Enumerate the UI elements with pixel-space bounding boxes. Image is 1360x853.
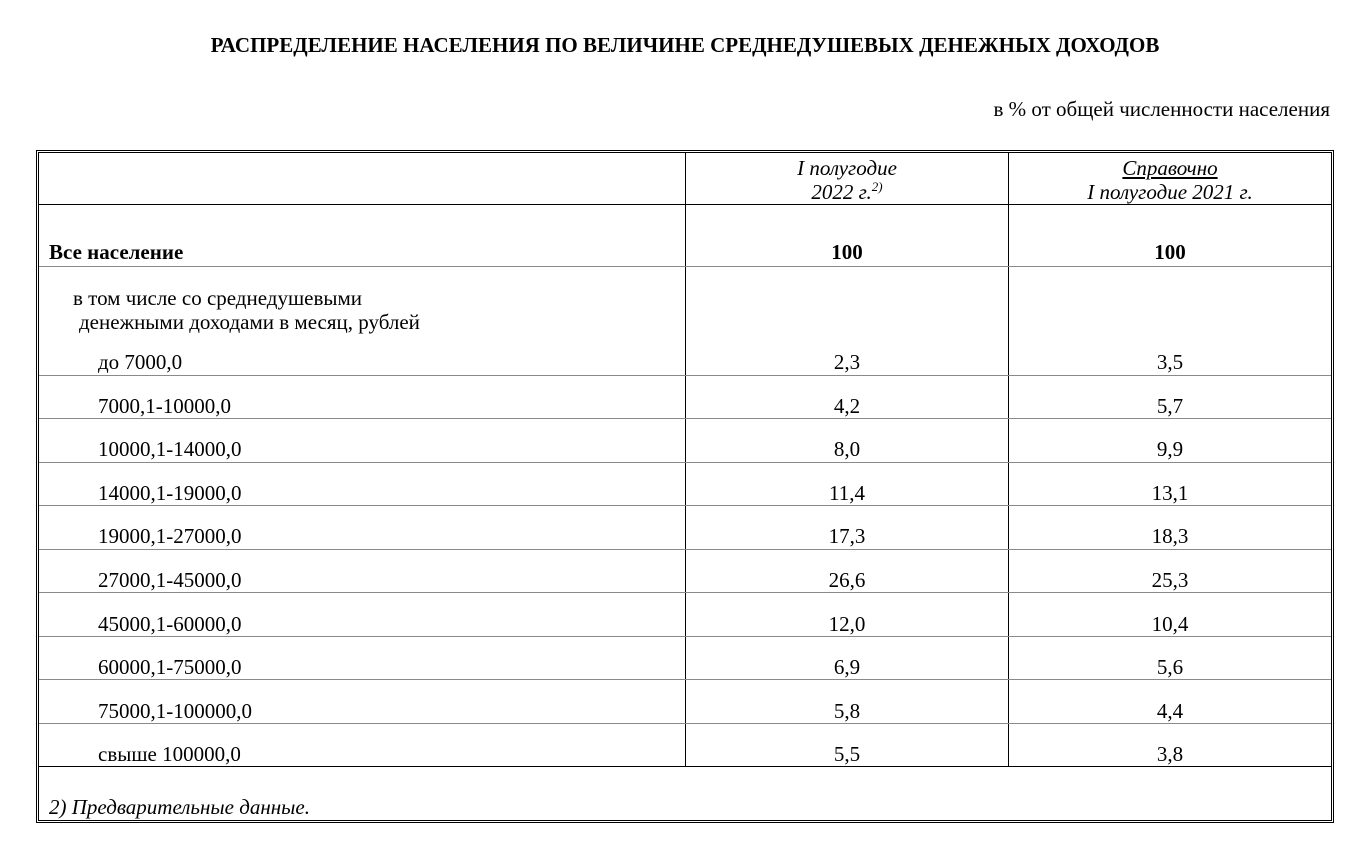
table-row-label: 10000,1-14000,0 xyxy=(98,437,242,461)
total-row-value-2022: 100 xyxy=(831,240,863,264)
table-row-label: свыше 100000,0 xyxy=(98,742,241,766)
column-header-2022 xyxy=(686,156,1008,204)
footnote-divider xyxy=(39,766,1331,767)
column-header-line xyxy=(686,180,1008,204)
row-divider xyxy=(39,723,1331,724)
column-header-year: 2022 г. xyxy=(811,180,872,204)
unit-note: в % от общей численности населения xyxy=(993,97,1330,121)
table-row-label: 14000,1-19000,0 xyxy=(98,481,242,505)
table-row-value-2022: 8,0 xyxy=(833,437,861,461)
table-row-value-2022: 4,2 xyxy=(833,394,861,418)
table-row-value-2021: 4,4 xyxy=(1156,699,1184,723)
row-divider xyxy=(39,375,1331,376)
table-row-value-2022: 5,5 xyxy=(833,742,861,766)
row-divider xyxy=(39,505,1331,506)
table-row-value-2021: 5,7 xyxy=(1156,394,1184,418)
row-divider xyxy=(39,592,1331,593)
row-divider xyxy=(39,679,1331,680)
column-header-line: I полугодие 2021 г. xyxy=(1087,180,1253,204)
table-row-value-2022: 17,3 xyxy=(828,524,866,548)
footnote: 2) Предварительные данные. xyxy=(49,795,310,819)
column-header-line: Справочно xyxy=(1122,156,1218,180)
row-divider xyxy=(39,418,1331,419)
document-title: РАСПРЕДЕЛЕНИЕ НАСЕЛЕНИЯ ПО ВЕЛИЧИНЕ СРЕДНЕДУШЕВЫХ ДЕНЕЖНЫХ ДОХОДОВ xyxy=(210,33,1160,57)
table-row-value-2021: 13,1 xyxy=(1151,481,1189,505)
table-row-value-2021: 25,3 xyxy=(1151,568,1189,592)
table-row-value-2022: 26,6 xyxy=(828,568,866,592)
row-divider xyxy=(39,462,1331,463)
row-divider xyxy=(39,636,1331,637)
footnote-reference: 2) xyxy=(871,179,883,194)
header-divider xyxy=(39,204,1331,205)
table-row-value-2022: 6,9 xyxy=(833,655,861,679)
table-row-label: до 7000,0 xyxy=(98,350,183,374)
table-row-value-2022: 11,4 xyxy=(829,481,865,505)
table-row-value-2021: 10,4 xyxy=(1151,612,1189,636)
table-row-label: 45000,1-60000,0 xyxy=(98,612,242,636)
column-header-2021 xyxy=(1009,156,1331,204)
table-row-value-2022: 2,3 xyxy=(833,350,861,374)
table-row-value-2021: 3,5 xyxy=(1156,350,1184,374)
table-row-value-2022: 5,8 xyxy=(833,699,861,723)
total-row-value-2021: 100 xyxy=(1154,240,1186,264)
table-row-value-2021: 3,8 xyxy=(1156,742,1184,766)
table-row-value-2021: 5,6 xyxy=(1156,655,1184,679)
row-divider xyxy=(39,266,1331,267)
subheader xyxy=(73,286,420,334)
row-divider xyxy=(39,549,1331,550)
table-row-value-2021: 9,9 xyxy=(1156,437,1184,461)
subheader-line: денежными доходами в месяц, рублей xyxy=(79,310,420,334)
total-row-label: Все население xyxy=(49,240,184,264)
table-row-label: 19000,1-27000,0 xyxy=(98,524,242,548)
income-distribution-table xyxy=(36,150,1334,823)
table-row-label: 60000,1-75000,0 xyxy=(98,655,242,679)
table-row-value-2022: 12,0 xyxy=(828,612,866,636)
table-row-value-2021: 18,3 xyxy=(1151,524,1189,548)
subheader-line: в том числе со среднедушевыми xyxy=(73,286,363,310)
table-row-label: 75000,1-100000,0 xyxy=(98,699,252,723)
column-header-line: I полугодие xyxy=(797,156,897,180)
table-row-label: 7000,1-10000,0 xyxy=(98,394,231,418)
table-row-label: 27000,1-45000,0 xyxy=(98,568,242,592)
